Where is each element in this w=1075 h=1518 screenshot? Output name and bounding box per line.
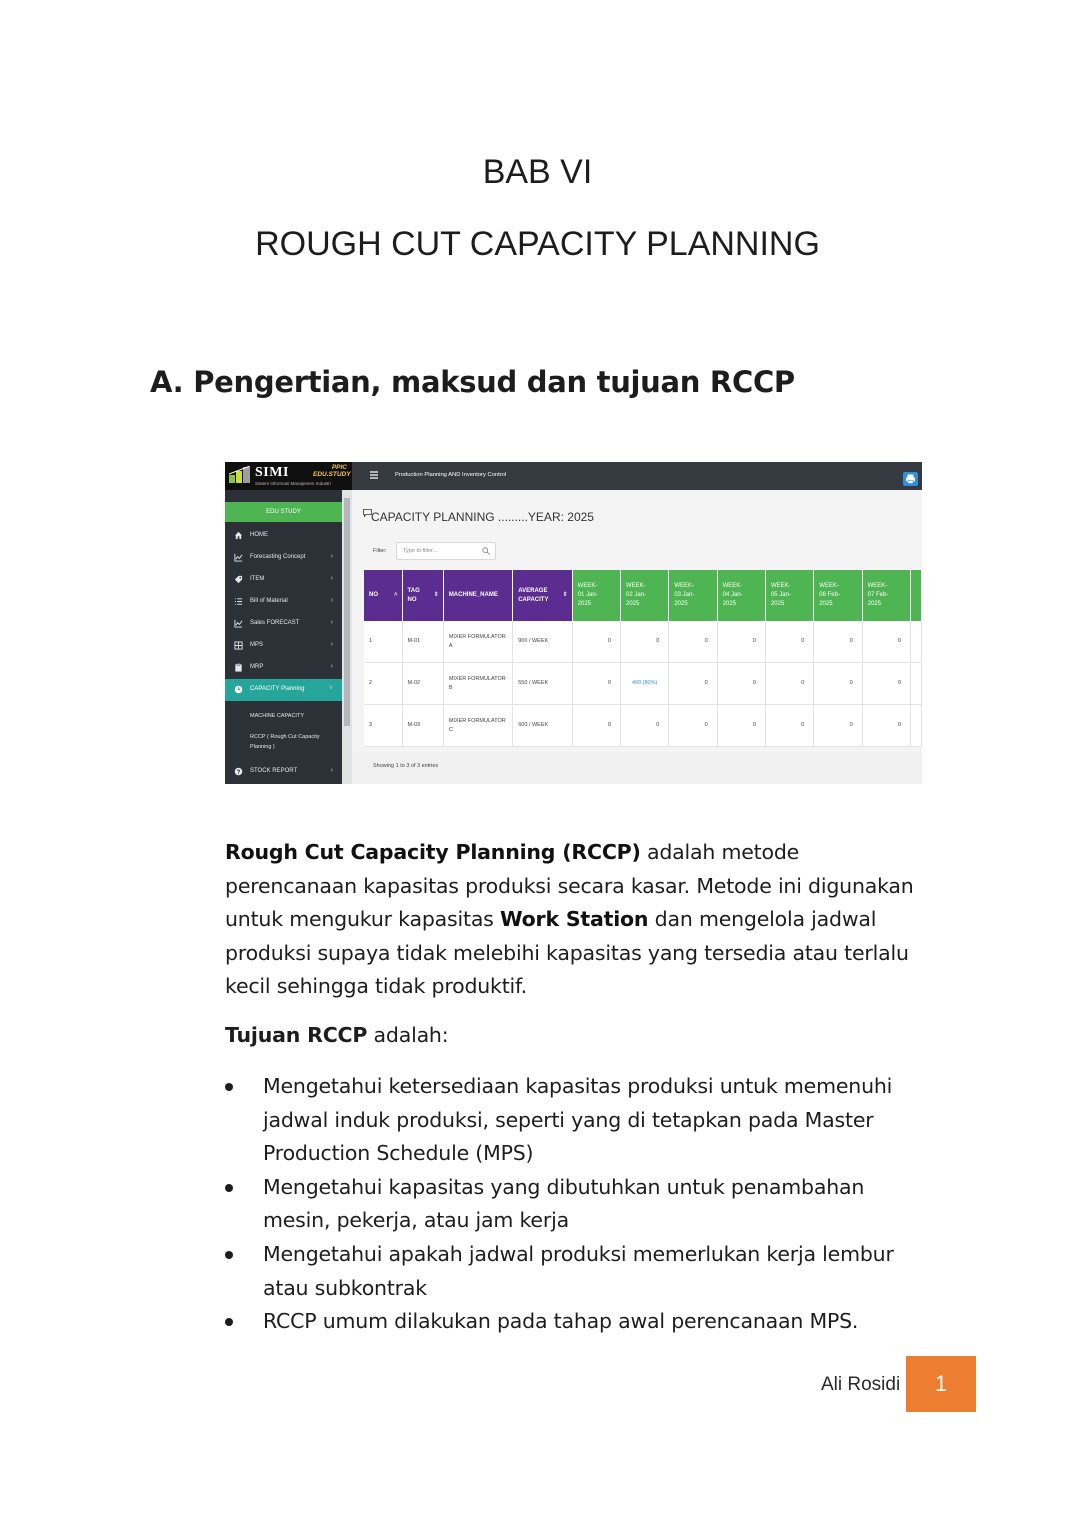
sidebar-item-label: MPS — [250, 642, 264, 648]
header-label: WEEK-02 Jan-2025 — [625, 583, 646, 607]
cell-week: 0 — [814, 621, 862, 663]
paragraph-text: dan mengelola jadwal produksi supaya tidak melebihi kapasitas yang tersedia atau terlalu kecil sehingga tidak produktif. — [225, 907, 909, 999]
clock-icon — [234, 685, 243, 694]
column-header[interactable] — [765, 570, 813, 621]
print-icon — [903, 472, 918, 486]
column-header[interactable] — [814, 570, 862, 621]
bullet-icon — [225, 1184, 233, 1192]
sidebar-item-label: ITEM — [250, 576, 265, 582]
sidebar-item-sales-forecast[interactable] — [225, 613, 342, 635]
sidebar-item-item[interactable] — [225, 569, 342, 591]
list-item — [225, 1238, 925, 1305]
print-button[interactable] — [903, 472, 918, 486]
cell-machine: MIXER FORMULATOR C — [443, 705, 512, 747]
sidebar-item-stock-report[interactable] — [225, 761, 342, 783]
footer-author: Ali Rosidi — [821, 1374, 901, 1395]
sidebar-item-label: CAPACITY Planning — [250, 686, 305, 692]
cell-overflow — [910, 621, 921, 663]
column-header[interactable] — [572, 570, 620, 621]
svg-text:?: ? — [236, 768, 241, 776]
sidebar-item-label: Forecasting Concept — [250, 554, 306, 560]
header-label: MACHINE_NAME — [448, 592, 498, 598]
header-label: WEEK-07 Feb-2025 — [867, 583, 889, 607]
bullet-icon — [225, 1083, 233, 1091]
list-item-text: Mengetahui ketersediaan kapasitas produksi untuk memenuhi jadwal induk produksi, seperti yang di tetapkan pada Master Production Schedule (MPS) — [263, 1074, 893, 1166]
brand-tagline — [313, 464, 351, 478]
cell-week: 0 — [669, 621, 717, 663]
sidebar-item-mps[interactable] — [225, 635, 342, 657]
list-item-text: Mengetahui apakah jadwal produksi memerlukan kerja lembur atau subkontrak — [263, 1241, 894, 1300]
sidebar-subitem-machine-capacity[interactable]: MACHINE CAPACITY — [250, 713, 304, 719]
cell-machine: MIXER FORMULATOR B — [443, 663, 512, 705]
tujuan-list — [225, 1070, 925, 1339]
clipboard-icon — [234, 663, 243, 672]
bullet-icon — [225, 1318, 233, 1326]
sort-asc-icon: ˄ — [394, 592, 398, 598]
entries-info: Showing 1 to 3 of 3 entries — [373, 763, 439, 769]
cell-tag: M-03 — [402, 705, 443, 747]
column-header[interactable] — [620, 570, 668, 621]
page-number: 1 — [906, 1356, 976, 1412]
chevron-down-icon: ˅ — [328, 685, 333, 692]
cell-week: 0 — [572, 663, 620, 705]
sidebar-item-label: Sales FORECAST — [250, 620, 300, 626]
sidebar-item-label: HOME — [250, 532, 268, 538]
sidebar-item-home[interactable] — [225, 525, 342, 547]
top-bar — [352, 462, 922, 490]
table-header-row — [364, 570, 922, 621]
header-label: WEEK-04 Jan-2025 — [722, 583, 743, 607]
cell-capacity: 900 / WEEK — [513, 621, 572, 663]
cell-week: 0 — [765, 621, 813, 663]
tujuan-rest: adalah: — [367, 1023, 449, 1047]
sidebar-item-capacity-planning[interactable] — [225, 679, 342, 701]
cell-overflow — [910, 705, 921, 747]
list-item — [225, 1070, 925, 1171]
cell-week: 0 — [620, 705, 668, 747]
brand-logo[interactable] — [225, 462, 352, 490]
cell-no: 3 — [364, 705, 402, 747]
filter-label: Filter: — [373, 548, 387, 554]
chevron-right-icon: › — [330, 575, 333, 582]
chapter-number: BAB VI — [482, 153, 593, 191]
header-label: WEEK-01 Jan-2025 — [577, 583, 598, 607]
chevron-right-icon: › — [330, 597, 333, 604]
sidebar-subitem-rccp[interactable]: RCCP ( Rough Cut Capacity Planning ) — [250, 734, 320, 750]
page-title: CAPACITY PLANNING .........YEAR: 2025 — [371, 510, 594, 524]
term-rccp: Rough Cut Capacity Planning (RCCP) — [225, 840, 641, 864]
tujuan-bold: Tujuan RCCP — [225, 1023, 368, 1047]
tags-icon — [234, 575, 243, 584]
edu-study-bar[interactable]: EDU STUDY — [225, 502, 342, 522]
sidebar-item-label: MRP — [250, 664, 264, 670]
brand-edu: EDU.STUDY — [313, 471, 351, 478]
column-header[interactable] — [862, 570, 910, 621]
cell-machine: MIXER FORMULATOR A — [443, 621, 512, 663]
search-icon — [482, 547, 490, 555]
cell-week: 0 — [765, 705, 813, 747]
tujuan-heading — [225, 1019, 448, 1052]
table-row[interactable] — [364, 705, 922, 747]
cell-week: 0 — [814, 705, 862, 747]
column-header-overflow — [910, 570, 921, 621]
filter-placeholder: Type to filter... — [403, 548, 438, 554]
chevron-right-icon: › — [330, 553, 333, 560]
column-header[interactable] — [364, 570, 402, 621]
section-title: A. Pengertian, maksud dan tujuan RCCP — [150, 365, 795, 399]
cell-week-load-link[interactable]: 400 (80%) — [620, 663, 668, 705]
rccp-definition-paragraph — [225, 836, 925, 1004]
chapter-title: ROUGH CUT CAPACITY PLANNING — [255, 225, 820, 263]
app-screenshot — [225, 462, 922, 784]
logo-grid-icon — [229, 466, 251, 483]
cell-tag: M-01 — [402, 621, 443, 663]
cell-week: 0 — [620, 621, 668, 663]
column-header[interactable] — [669, 570, 717, 621]
line-chart-icon — [234, 553, 243, 562]
sort-icon: ⇕ — [433, 592, 439, 598]
sidebar-item-mrp[interactable] — [225, 657, 342, 679]
cell-no: 1 — [364, 621, 402, 663]
column-header[interactable] — [443, 570, 512, 621]
cell-week: 0 — [669, 705, 717, 747]
column-header[interactable] — [717, 570, 765, 621]
chevron-right-icon: › — [330, 663, 333, 670]
table-row[interactable] — [364, 663, 922, 705]
brand-ppic: PPIC — [331, 464, 347, 471]
home-icon — [234, 531, 243, 540]
bullet-icon — [225, 1251, 233, 1259]
cell-week: 0 — [717, 621, 765, 663]
cell-week: 0 — [814, 663, 862, 705]
sort-icon: ⇕ — [562, 592, 568, 598]
cell-week: 0 — [765, 663, 813, 705]
question-icon — [234, 767, 243, 776]
cell-week: 0 — [572, 621, 620, 663]
header-label: TAG NO — [407, 587, 420, 603]
hamburger-menu-icon[interactable] — [370, 470, 378, 480]
filter-input[interactable] — [396, 542, 496, 560]
header-label: NO — [369, 592, 378, 598]
sidebar-scroll-thumb[interactable] — [344, 498, 350, 726]
cell-tag: M-02 — [402, 663, 443, 705]
sidebar-item-label: Bill of Material — [250, 598, 288, 604]
sidebar-item-bom[interactable] — [225, 591, 342, 613]
header-label: WEEK-06 Feb-2025 — [819, 583, 840, 607]
grid-icon — [234, 641, 243, 650]
brand-name: SIMI — [255, 465, 289, 480]
column-header[interactable] — [402, 570, 443, 621]
header-label: AVERAGE CAPACITY — [518, 587, 549, 603]
header-label: WEEK-05 Jan-2025 — [770, 583, 791, 607]
cell-week: 0 — [669, 663, 717, 705]
brand-subtitle: Sistem Informasi Manajemen Industri — [255, 481, 331, 486]
chevron-right-icon: › — [330, 767, 333, 774]
chevron-right-icon: › — [330, 641, 333, 648]
header-label: WEEK-03 Jan-2025 — [674, 583, 695, 607]
app-title: Production Planning AND Inventory Control — [395, 472, 507, 478]
line-chart-icon — [234, 619, 243, 628]
cell-overflow — [910, 663, 921, 705]
cell-capacity: 600 / WEEK — [513, 705, 572, 747]
cell-week: 0 — [862, 663, 910, 705]
list-icon — [234, 597, 243, 606]
capacity-table — [364, 570, 922, 747]
sidebar-item-forecasting[interactable] — [225, 547, 342, 569]
cell-week: 0 — [572, 705, 620, 747]
sidebar — [225, 462, 342, 784]
table-row[interactable] — [364, 621, 922, 663]
cell-week: 0 — [717, 705, 765, 747]
cell-week: 0 — [717, 663, 765, 705]
cell-week: 0 — [862, 621, 910, 663]
cell-capacity: 550 / WEEK — [513, 663, 572, 705]
list-item — [225, 1305, 925, 1339]
list-item-text: RCCP umum dilakukan pada tahap awal perencanaan MPS. — [263, 1309, 859, 1334]
list-item — [225, 1171, 925, 1238]
cell-week: 0 — [862, 705, 910, 747]
term-work-station: Work Station — [499, 907, 649, 932]
cell-no: 2 — [364, 663, 402, 705]
sidebar-item-label: STOCK REPORT — [250, 768, 298, 774]
paragraph-text: adalah metode perencanaan kapasitas produksi secara kasar. Metode ini digunakan untuk mengukur kapasitas — [225, 840, 914, 932]
chevron-right-icon: › — [330, 619, 333, 626]
column-header[interactable] — [513, 570, 572, 621]
list-item-text: Mengetahui kapasitas yang dibutuhkan untuk penambahan mesin, pekerja, atau jam kerja — [263, 1174, 865, 1233]
